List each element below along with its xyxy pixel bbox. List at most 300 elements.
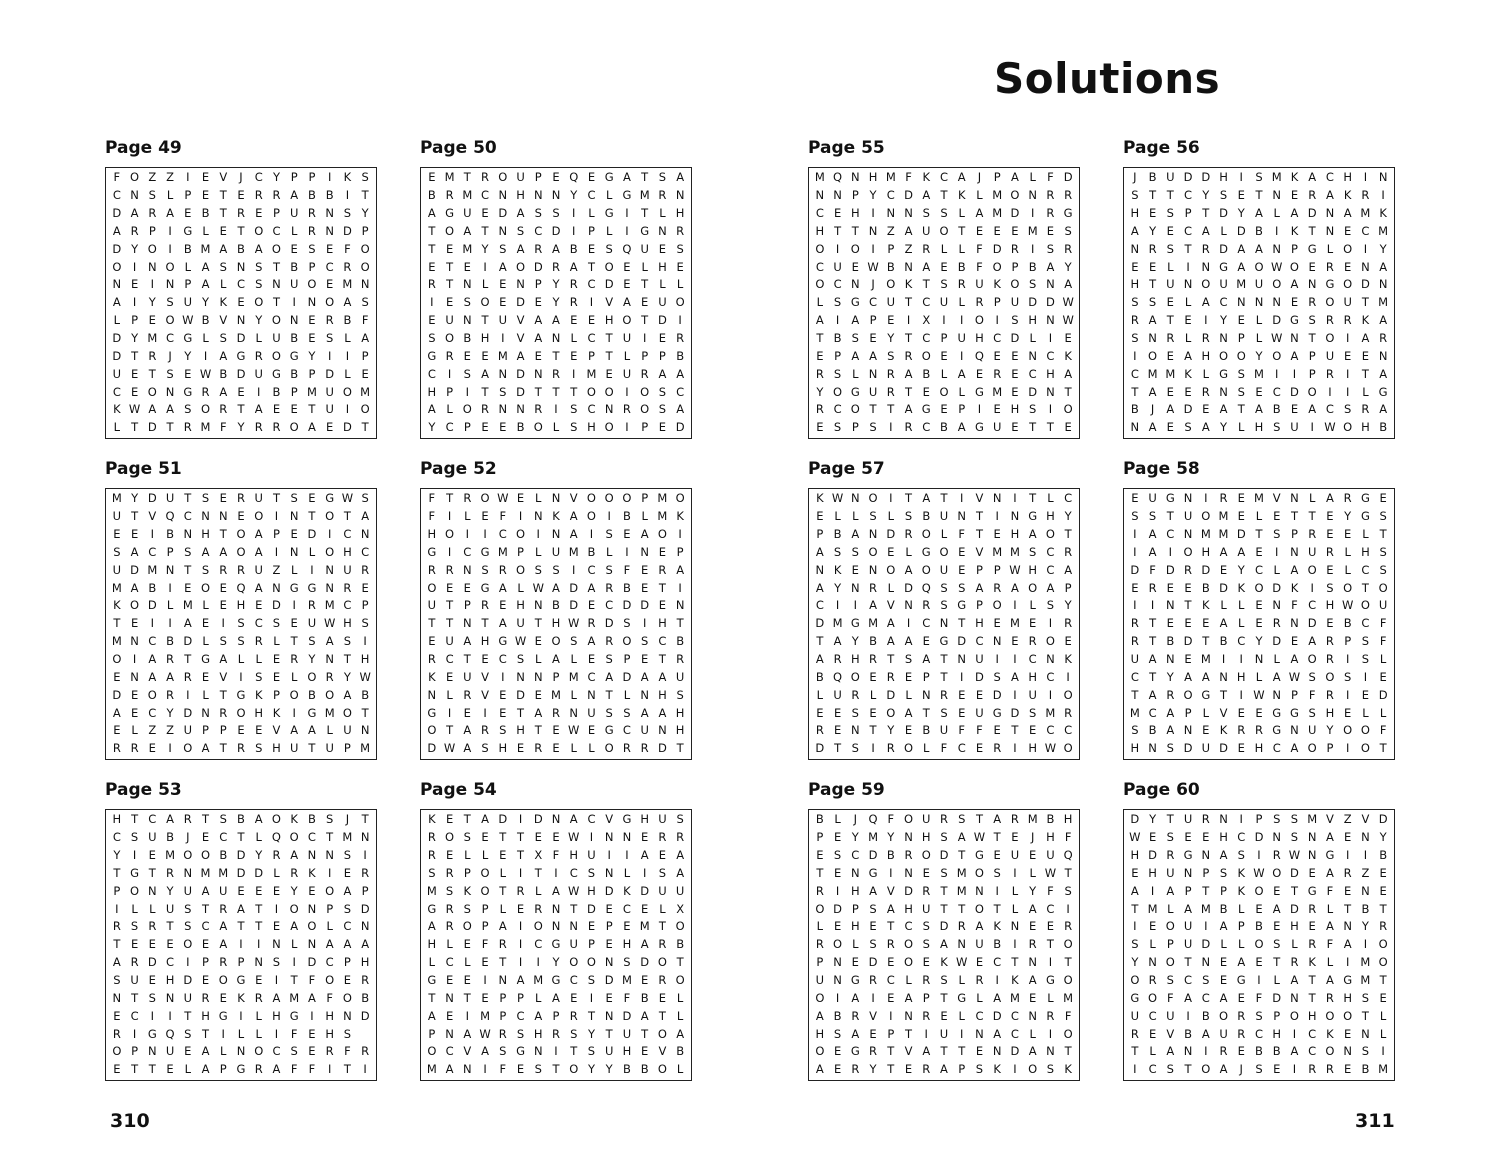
grid-letter: L xyxy=(834,812,841,827)
grid-letter: N xyxy=(130,669,139,684)
grid-letter: K xyxy=(993,277,1001,292)
grid-letter: E xyxy=(1255,384,1263,399)
grid-letter: E xyxy=(940,402,948,417)
grid-letter: N xyxy=(851,491,860,506)
word-search-grid xyxy=(1123,488,1395,760)
grid-letter: T xyxy=(202,1026,210,1041)
grid-letter: D xyxy=(112,687,122,702)
grid-letter: K xyxy=(1290,170,1299,185)
grid-letter: O xyxy=(200,402,211,417)
grid-letter: Y xyxy=(834,580,842,595)
grid-letter: D xyxy=(112,205,122,220)
grid-letter: N xyxy=(1272,241,1282,256)
grid-letter: S xyxy=(130,830,139,845)
grid-letter: H xyxy=(360,651,370,666)
grid-letter: O xyxy=(325,544,335,559)
grid-letter: B xyxy=(1201,1008,1210,1023)
grid-letter: T xyxy=(552,384,560,399)
grid-letter: D xyxy=(604,616,614,631)
grid-letter: I xyxy=(1048,955,1053,970)
grid-letter: T xyxy=(148,366,156,381)
grid-letter: K xyxy=(272,705,281,720)
grid-letter: W xyxy=(867,259,879,274)
grid-letter: E xyxy=(1011,420,1019,435)
grid-letter: E xyxy=(605,990,613,1005)
grid-letter: N xyxy=(1290,990,1299,1005)
grid-letter: D xyxy=(1219,241,1228,256)
grid-letter: S xyxy=(148,990,156,1005)
grid-letter: N xyxy=(1201,955,1211,970)
grid-letter: O xyxy=(1148,348,1158,363)
grid-letter: N xyxy=(254,955,264,970)
grid-letter: U xyxy=(343,562,352,577)
grid-letter: E xyxy=(570,348,578,363)
grid-letter: L xyxy=(1149,1044,1156,1059)
grid-letter: F xyxy=(1379,634,1387,649)
grid-letter: U xyxy=(1325,348,1335,363)
grid-letter: N xyxy=(675,188,685,203)
grid-letter: R xyxy=(1201,812,1210,827)
grid-letter: N xyxy=(921,687,931,702)
grid-letter: D xyxy=(569,598,579,613)
grid-letter: S xyxy=(940,580,948,595)
grid-letter: I xyxy=(1292,1026,1297,1041)
grid-letter: R xyxy=(1219,1044,1228,1059)
grid-letter: O xyxy=(1343,420,1353,435)
grid-letter: U xyxy=(1130,1008,1140,1023)
grid-letter: T xyxy=(481,313,489,328)
grid-letter: E xyxy=(587,313,596,328)
grid-letter: I xyxy=(1150,598,1155,613)
grid-letter: C xyxy=(1184,188,1193,203)
grid-letter: R xyxy=(325,669,334,684)
grid-letter: U xyxy=(254,562,263,577)
grid-letter: D xyxy=(516,295,525,310)
grid-letter: I xyxy=(642,616,647,631)
word-search-grid xyxy=(420,488,692,760)
grid-letter: N xyxy=(815,188,825,203)
grid-letter: E xyxy=(816,420,824,435)
grid-letter: G xyxy=(604,723,614,738)
grid-letter: I xyxy=(483,259,487,274)
grid-letter: I xyxy=(518,509,523,524)
grid-letter: K xyxy=(1219,723,1228,738)
grid-letter: D xyxy=(604,972,614,987)
grid-letter: R xyxy=(1237,1026,1246,1041)
grid-letter: I xyxy=(1168,544,1173,559)
grid-letter: I xyxy=(1048,616,1053,631)
grid-letter: A xyxy=(676,562,685,577)
grid-letter: E xyxy=(499,295,507,310)
grid-letter: A xyxy=(676,865,685,880)
grid-letter: E xyxy=(587,598,596,613)
grid-letter: M xyxy=(551,687,561,702)
grid-letter: U xyxy=(622,366,632,381)
grid-letter: B xyxy=(201,313,210,328)
grid-letter: A xyxy=(552,241,560,256)
grid-letter: S xyxy=(1361,990,1370,1005)
grid-letter: R xyxy=(361,1044,370,1059)
grid-letter: U xyxy=(886,295,895,310)
grid-letter: L xyxy=(887,509,894,524)
grid-letter: S xyxy=(1064,223,1072,238)
grid-letter: M xyxy=(111,580,122,595)
grid-letter: N xyxy=(851,580,860,595)
grid-letter: E xyxy=(1344,1026,1352,1041)
grid-letter: O xyxy=(1307,651,1317,666)
grid-letter: P xyxy=(1202,865,1210,880)
grid-letter: U xyxy=(112,366,122,381)
grid-letter: A xyxy=(237,901,245,916)
grid-letter: A xyxy=(219,241,228,256)
grid-letter: T xyxy=(922,705,930,720)
grid-letter: O xyxy=(921,526,931,541)
grid-letter: L xyxy=(958,241,965,256)
grid-letter: U xyxy=(868,384,878,399)
grid-letter: T xyxy=(1290,883,1298,898)
grid-letter: D xyxy=(1183,170,1193,185)
grid-letter: R xyxy=(166,651,175,666)
grid-letter: A xyxy=(993,1026,1002,1041)
grid-letter: S xyxy=(201,491,210,506)
grid-letter: A xyxy=(481,812,489,827)
grid-letter: L xyxy=(1362,705,1369,720)
grid-letter: U xyxy=(1219,277,1228,292)
grid-letter: G xyxy=(957,598,967,613)
grid-letter: E xyxy=(255,598,263,613)
grid-letter: O xyxy=(675,295,685,310)
grid-letter: L xyxy=(852,366,859,381)
grid-letter: L xyxy=(1379,1008,1387,1023)
grid-letter: B xyxy=(237,812,245,827)
grid-letter: R xyxy=(1237,1008,1246,1023)
grid-letter: H xyxy=(1254,741,1264,756)
grid-letter: H xyxy=(587,883,596,898)
grid-letter: C xyxy=(130,1008,139,1023)
grid-letter: U xyxy=(148,830,157,845)
grid-letter: V xyxy=(481,687,489,702)
grid-letter: U xyxy=(325,402,334,417)
grid-letter: T xyxy=(1344,901,1352,916)
grid-letter: T xyxy=(1308,223,1316,238)
grid-letter: A xyxy=(569,259,578,274)
grid-letter: O xyxy=(289,420,299,435)
grid-letter: S xyxy=(1166,741,1174,756)
grid-letter: R xyxy=(112,1026,121,1041)
grid-letter: N xyxy=(1254,295,1264,310)
grid-letter: U xyxy=(833,259,842,274)
grid-letter: P xyxy=(326,901,334,916)
grid-letter: S xyxy=(552,205,560,220)
grid-letter: I xyxy=(1133,1062,1137,1077)
grid-letter: B xyxy=(307,812,316,827)
grid-letter: T xyxy=(1255,188,1263,203)
grid-letter: O xyxy=(360,241,370,256)
grid-letter: P xyxy=(131,1044,139,1059)
grid-letter: N xyxy=(1290,544,1299,559)
grid-letter: U xyxy=(445,634,454,649)
grid-letter: P xyxy=(148,223,156,238)
grid-letter: O xyxy=(1343,241,1353,256)
grid-letter: S xyxy=(201,562,210,577)
grid-letter: L xyxy=(605,223,613,238)
grid-letter: R xyxy=(1272,616,1281,631)
grid-letter: D xyxy=(1130,562,1140,577)
grid-letter: R xyxy=(1361,402,1370,417)
grid-letter: G xyxy=(1290,705,1299,720)
grid-letter: A xyxy=(516,348,525,363)
grid-letter: N xyxy=(463,562,472,577)
grid-letter: I xyxy=(483,1062,487,1077)
grid-letter: M xyxy=(1378,1062,1389,1077)
grid-letter: R xyxy=(1325,259,1334,274)
grid-letter: A xyxy=(1237,259,1246,274)
grid-letter: D xyxy=(868,847,878,862)
grid-letter: I xyxy=(906,616,911,631)
grid-letter: M xyxy=(342,277,353,292)
grid-letter: M xyxy=(1009,616,1020,631)
grid-letter: N xyxy=(1219,384,1228,399)
grid-letter: I xyxy=(572,562,576,577)
grid-letter: S xyxy=(343,847,352,862)
word-search-grid xyxy=(105,488,377,760)
grid-letter: C xyxy=(904,919,913,934)
grid-letter: N xyxy=(325,205,334,220)
grid-letter: S xyxy=(272,616,281,631)
grid-letter: A xyxy=(1219,847,1228,862)
grid-letter: F xyxy=(344,1044,351,1059)
grid-letter: I xyxy=(889,420,893,435)
puzzle-label: Page 55 xyxy=(808,138,885,158)
grid-letter: A xyxy=(148,402,157,417)
grid-letter: S xyxy=(676,241,684,256)
grid-letter: W xyxy=(182,313,194,328)
grid-letter: O xyxy=(360,402,370,417)
grid-letter: G xyxy=(551,937,561,952)
grid-letter: N xyxy=(1290,491,1299,506)
grid-letter: I xyxy=(889,1008,893,1023)
grid-letter: O xyxy=(1325,330,1335,345)
grid-letter: E xyxy=(658,598,667,613)
grid-letter: E xyxy=(184,1044,192,1059)
grid-letter: I xyxy=(1133,598,1137,613)
grid-letter: R xyxy=(869,651,878,666)
grid-letter: X xyxy=(676,901,685,916)
grid-letter: L xyxy=(976,990,983,1005)
grid-letter: B xyxy=(1255,919,1263,934)
grid-letter: Y xyxy=(1361,919,1369,934)
grid-letter: I xyxy=(327,865,332,880)
grid-letter: R xyxy=(851,1008,860,1023)
grid-letter: M xyxy=(1009,990,1020,1005)
grid-letter: M xyxy=(1063,990,1074,1005)
grid-letter: B xyxy=(622,509,631,524)
grid-letter: C xyxy=(1361,616,1370,631)
grid-letter: C xyxy=(957,741,966,756)
grid-letter: O xyxy=(886,562,896,577)
grid-letter: C xyxy=(993,330,1002,345)
grid-letter: T xyxy=(641,313,649,328)
grid-letter: A xyxy=(325,937,334,952)
grid-letter: G xyxy=(1045,972,1055,987)
grid-letter: A xyxy=(1290,1044,1299,1059)
grid-letter: M xyxy=(111,634,122,649)
grid-letter: Y xyxy=(481,241,489,256)
grid-letter: U xyxy=(658,883,667,898)
grid-letter: R xyxy=(1308,295,1317,310)
grid-letter: O xyxy=(1010,188,1020,203)
grid-letter: R xyxy=(307,205,316,220)
grid-letter: F xyxy=(905,170,912,185)
grid-letter: E xyxy=(587,723,596,738)
grid-letter: T xyxy=(1273,955,1281,970)
grid-letter: U xyxy=(343,723,352,738)
grid-letter: C xyxy=(534,223,543,238)
grid-letter: K xyxy=(428,669,436,684)
grid-letter: A xyxy=(427,205,436,220)
grid-letter: T xyxy=(1379,972,1387,987)
grid-letter: E xyxy=(499,847,507,862)
word-search-grid xyxy=(420,809,692,1081)
grid-letter: E xyxy=(1029,990,1037,1005)
grid-letter: O xyxy=(515,526,526,541)
grid-letter: R xyxy=(481,598,490,613)
grid-letter: R xyxy=(290,865,299,880)
grid-letter: N xyxy=(868,526,878,541)
grid-letter: E xyxy=(605,937,613,952)
grid-letter: T xyxy=(552,348,560,363)
grid-letter: Y xyxy=(552,955,560,970)
grid-letter: G xyxy=(1236,972,1246,987)
grid-letter: H xyxy=(815,1026,825,1041)
grid-letter: N xyxy=(148,259,157,274)
grid-letter: W xyxy=(443,741,456,756)
grid-letter: U xyxy=(289,277,299,292)
grid-letter: E xyxy=(1011,223,1019,238)
grid-letter: D xyxy=(516,687,525,702)
grid-letter: W xyxy=(1253,687,1265,702)
grid-letter: U xyxy=(922,901,931,916)
grid-letter: T xyxy=(1184,1062,1192,1077)
grid-letter: E xyxy=(481,348,489,363)
grid-letter: R xyxy=(254,634,263,649)
grid-letter: A xyxy=(676,1026,685,1041)
grid-letter: D xyxy=(360,1008,370,1023)
grid-letter: T xyxy=(463,812,471,827)
grid-letter: H xyxy=(1148,865,1157,880)
grid-letter: T xyxy=(446,598,454,613)
grid-letter: T xyxy=(184,562,192,577)
grid-letter: R xyxy=(534,402,543,417)
grid-letter: P xyxy=(166,544,174,559)
grid-letter: I xyxy=(554,402,558,417)
grid-letter: I xyxy=(1345,366,1350,381)
grid-letter: W xyxy=(568,830,580,845)
grid-letter: E xyxy=(445,972,454,987)
grid-letter: N xyxy=(445,1026,454,1041)
grid-letter: O xyxy=(903,741,914,756)
grid-letter: I xyxy=(1013,598,1017,613)
grid-letter: C xyxy=(1010,1008,1019,1023)
grid-letter: S xyxy=(658,865,667,880)
grid-letter: A xyxy=(254,526,263,541)
grid-letter: O xyxy=(445,223,455,238)
grid-letter: N xyxy=(183,865,193,880)
grid-letter: K xyxy=(1237,865,1246,880)
grid-letter: L xyxy=(958,295,965,310)
grid-letter: M xyxy=(1218,526,1229,541)
grid-letter: E xyxy=(623,919,631,934)
grid-letter: Y xyxy=(166,705,174,720)
grid-letter: L xyxy=(1308,491,1316,506)
grid-letter: E xyxy=(658,241,667,256)
grid-letter: O xyxy=(183,937,193,952)
grid-letter: I xyxy=(625,384,629,399)
grid-letter: E xyxy=(1344,526,1352,541)
grid-letter: E xyxy=(201,937,210,952)
grid-letter: R xyxy=(201,990,210,1005)
grid-letter: E xyxy=(184,366,192,381)
grid-letter: I xyxy=(150,616,155,631)
grid-letter: D xyxy=(236,865,246,880)
grid-letter: A xyxy=(130,205,139,220)
grid-letter: C xyxy=(325,259,334,274)
grid-letter: E xyxy=(641,901,649,916)
grid-letter: H xyxy=(1361,420,1370,435)
grid-letter: A xyxy=(498,919,507,934)
grid-letter: E xyxy=(1166,580,1174,595)
grid-letter: L xyxy=(1220,598,1227,613)
grid-letter: G xyxy=(868,865,878,880)
grid-letter: L xyxy=(958,205,965,220)
grid-letter: L xyxy=(1202,366,1209,381)
grid-letter: R xyxy=(254,348,263,363)
grid-letter: N xyxy=(533,188,543,203)
grid-letter: R xyxy=(922,241,931,256)
grid-letter: L xyxy=(570,741,577,756)
grid-letter: A xyxy=(1379,402,1388,417)
grid-letter: L xyxy=(464,955,471,970)
grid-letter: C xyxy=(569,865,578,880)
grid-letter: I xyxy=(1292,1062,1297,1077)
grid-letter: A xyxy=(957,420,966,435)
grid-letter: O xyxy=(868,491,878,506)
grid-letter: S xyxy=(343,901,352,916)
grid-letter: G xyxy=(427,901,437,916)
grid-letter: E xyxy=(1237,491,1245,506)
grid-letter: O xyxy=(200,580,211,595)
grid-letter: Y xyxy=(308,651,316,666)
grid-letter: B xyxy=(183,241,192,256)
grid-letter: O xyxy=(1063,402,1073,417)
grid-letter: A xyxy=(1325,188,1334,203)
grid-letter: T xyxy=(958,616,966,631)
grid-letter: M xyxy=(147,330,158,345)
grid-letter: A xyxy=(676,847,685,862)
grid-letter: E xyxy=(1344,348,1352,363)
grid-letter: I xyxy=(518,955,523,970)
grid-letter: U xyxy=(427,598,437,613)
grid-letter: C xyxy=(1028,651,1037,666)
grid-letter: R xyxy=(957,277,966,292)
grid-letter: P xyxy=(481,919,489,934)
grid-letter: S xyxy=(676,687,684,702)
grid-letter: A xyxy=(957,366,966,381)
grid-letter: T xyxy=(219,526,227,541)
grid-letter: I xyxy=(995,972,999,987)
grid-letter: I xyxy=(1204,1044,1208,1059)
grid-letter: V xyxy=(516,313,525,328)
